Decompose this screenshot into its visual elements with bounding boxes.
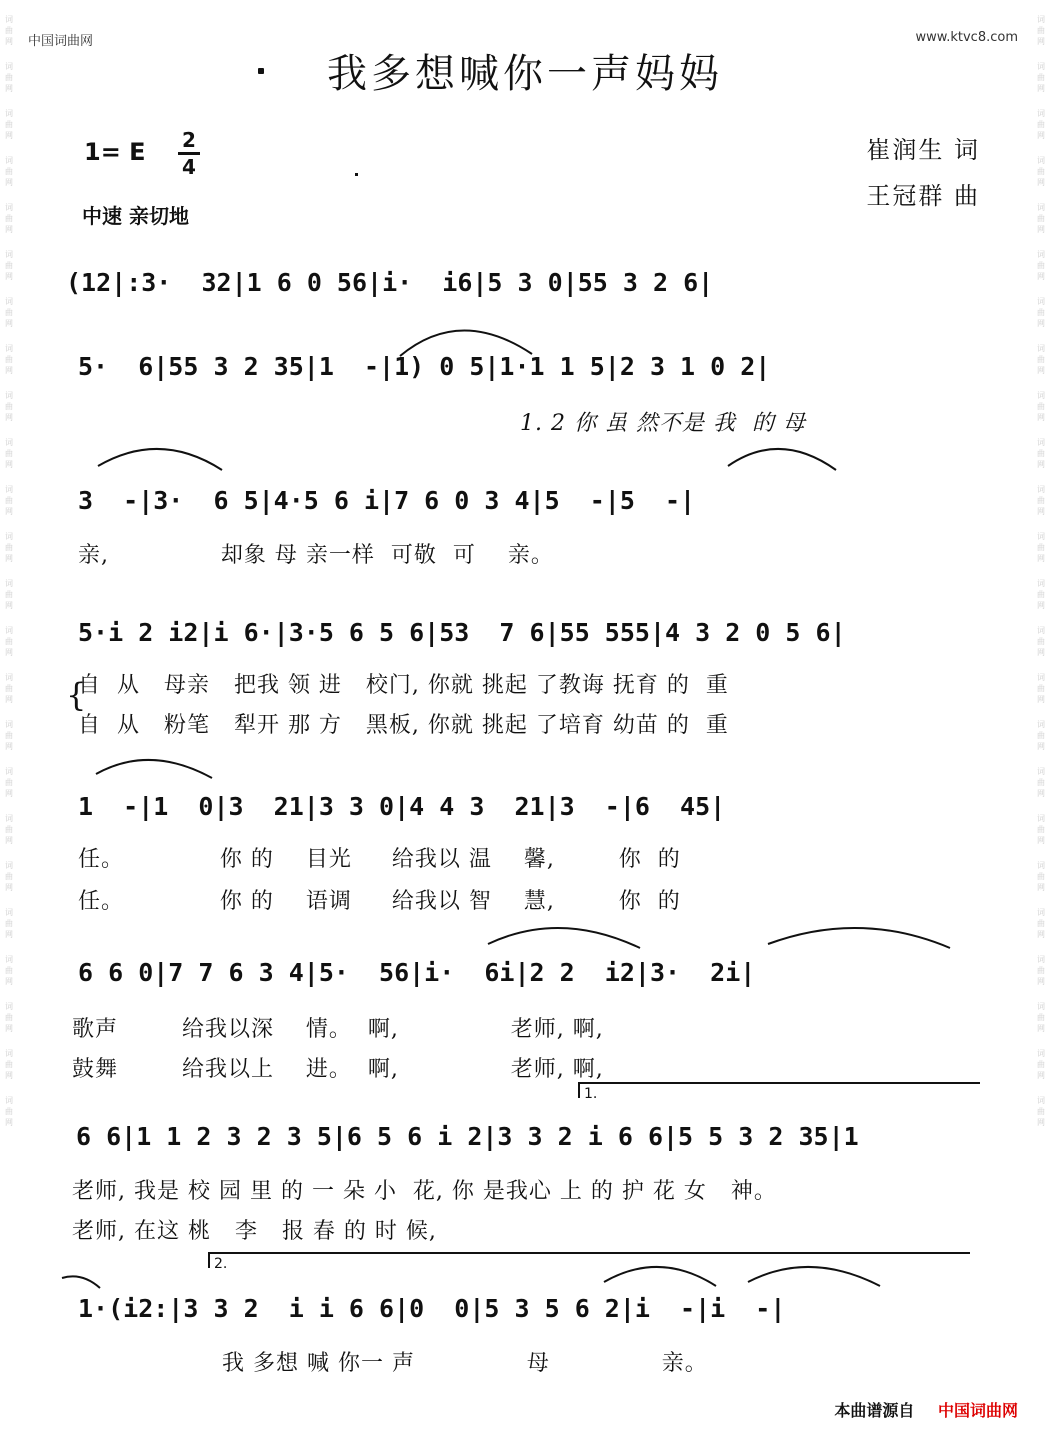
notation-line: 6 6|1 1 2 3 2 3 5|6 5 6 i 2|3 3 2 i 6 6|5 5 3 2 35|1: [76, 1122, 859, 1151]
notation-line: 5· 6|55 3 2 35|1 -|1) 0 5|1·1 1 5|2 3 1 0 2|: [78, 352, 771, 381]
right-watermark-strip: [1032, 0, 1050, 1447]
footer-source: [834, 1398, 1018, 1421]
second-ending-label: 2.: [214, 1256, 228, 1272]
lyric-line-verse-1: 歌声 给我以深 情。 啊, 老师, 啊,: [72, 1017, 604, 1042]
watermark-text: 词曲网: [5, 438, 13, 469]
watermark-text: 词曲网: [5, 955, 13, 986]
watermark-text: 词曲网: [1037, 861, 1045, 892]
verse-brace: {: [66, 676, 87, 714]
stray-dot: [355, 173, 358, 176]
watermark-text: 词曲网: [5, 626, 13, 657]
footer-source-site[interactable]: 中国词曲网: [937, 1401, 1018, 1420]
second-ending-bracket: [208, 1252, 970, 1272]
watermark-text: 词曲网: [1037, 485, 1045, 516]
left-watermark-strip: [0, 0, 18, 1447]
watermark-text: 词曲网: [1037, 955, 1045, 986]
watermark-text: 词曲网: [1037, 579, 1045, 610]
watermark-text: 词曲网: [5, 720, 13, 751]
watermark-text: 词曲网: [1037, 344, 1045, 375]
watermark-text: 词曲网: [1037, 203, 1045, 234]
watermark-text: 词曲网: [1037, 767, 1045, 798]
watermark-text: 词曲网: [1037, 720, 1045, 751]
watermark-text: 词曲网: [1037, 156, 1045, 187]
time-bottom: 4: [182, 155, 196, 179]
watermark-text: 词曲网: [1037, 814, 1045, 845]
notation-line: (12|:3· 32|1 6 0 56|i· i6|5 3 0|55 3 2 6|: [66, 268, 714, 297]
watermark-text: 词曲网: [1037, 391, 1045, 422]
notation-line: 6 6 0|7 7 6 3 4|5· 56|i· 6i|2 2 i2|3· 2i|: [78, 958, 756, 987]
watermark-text: 词曲网: [5, 814, 13, 845]
key-signature: 1= E: [84, 138, 146, 166]
watermark-text: 词曲网: [5, 1002, 13, 1033]
watermark-text: 词曲网: [5, 908, 13, 939]
composer-credit: 王冠群 曲: [866, 182, 980, 210]
watermark-text: 词曲网: [5, 673, 13, 704]
first-ending-label: 1.: [584, 1086, 598, 1102]
watermark-text: 词曲网: [1037, 532, 1045, 563]
watermark-text: 词曲网: [5, 767, 13, 798]
watermark-text: 词曲网: [1037, 1096, 1045, 1127]
watermark-text: 词曲网: [5, 1096, 13, 1127]
watermark-text: 词曲网: [5, 297, 13, 328]
watermark-text: 词曲网: [5, 62, 13, 93]
notation-line: 5·i 2 i2|i 6·|3·5 6 5 6|53 7 6|55 555|4 3 2 0 5 6|: [78, 618, 846, 647]
watermark-text: 词曲网: [5, 156, 13, 187]
watermark-text: 词曲网: [1037, 250, 1045, 281]
lyric-line-verse-2: 任。 你 的 语调 给我以 智 慧, 你 的: [78, 889, 681, 914]
lyric-line: 我 多想 喊 你一 声 母 亲。: [222, 1351, 708, 1376]
notation-line: 3 -|3· 6 5|4·5 6 i|7 6 0 3 4|5 -|5 -|: [78, 486, 696, 515]
first-ending-bracket: [578, 1082, 980, 1102]
watermark-text: 词曲网: [1037, 1049, 1045, 1080]
watermark-text: 词曲网: [1037, 438, 1045, 469]
watermark-text: 词曲网: [5, 109, 13, 140]
watermark-text: 词曲网: [5, 1049, 13, 1080]
time-top: 2: [182, 128, 196, 152]
time-signature: [176, 128, 202, 179]
watermark-text: 词曲网: [1037, 62, 1045, 93]
watermark-text: 词曲网: [5, 579, 13, 610]
site-label-left[interactable]: 中国词曲网: [28, 34, 94, 49]
notation-line: 1 -|1 0|3 21|3 3 0|4 4 3 21|3 -|6 45|: [78, 792, 726, 821]
footer-source-label: 本曲谱源自: [834, 1401, 915, 1420]
watermark-text: 词曲网: [5, 861, 13, 892]
lyric-line-verse-2: 老师, 在这 桃 李 报 春 的 时 候,: [72, 1219, 437, 1244]
watermark-text: 词曲网: [1037, 297, 1045, 328]
watermark-text: 词曲网: [1037, 908, 1045, 939]
site-url-right[interactable]: www.ktvc8.com: [915, 30, 1018, 45]
lyric-line-verse-1: 任。 你 的 目光 给我以 温 馨, 你 的: [78, 847, 681, 872]
lyricist-credit: 崔润生 词: [866, 136, 980, 164]
watermark-text: 词曲网: [5, 15, 13, 46]
watermark-text: 词曲网: [1037, 673, 1045, 704]
lyric-line-verse-2: 鼓舞 给我以上 进。 啊, 老师, 啊,: [72, 1057, 604, 1082]
lyric-line: 1. 2 你 虽 然不是 我 的 母: [520, 411, 806, 436]
watermark-text: 词曲网: [5, 485, 13, 516]
watermark-text: 词曲网: [1037, 15, 1045, 46]
watermark-text: 词曲网: [1037, 626, 1045, 657]
watermark-text: 词曲网: [5, 203, 13, 234]
song-title: 我多想喊你一声妈妈: [327, 51, 723, 97]
watermark-text: 词曲网: [5, 344, 13, 375]
watermark-text: 词曲网: [1037, 109, 1045, 140]
lyric-line-verse-1: 老师, 我是 校 园 里 的 一 朵 小 花, 你 是我心 上 的 护 花 女 神。: [72, 1179, 777, 1204]
watermark-text: 词曲网: [1037, 1002, 1045, 1033]
lyric-line: 亲, 却象 母 亲一样 可敬 可 亲。: [78, 543, 554, 568]
watermark-text: 词曲网: [5, 391, 13, 422]
watermark-text: 词曲网: [5, 250, 13, 281]
tempo-marking: 中速 亲切地: [82, 204, 189, 228]
lyric-line-verse-1: 自 从 母亲 把我 领 进 校门, 你就 挑起 了教诲 抚育 的 重: [78, 673, 729, 698]
watermark-text: 词曲网: [5, 532, 13, 563]
lyric-line-verse-2: 自 从 粉笔 犁开 那 方 黑板, 你就 挑起 了培育 幼苗 的 重: [78, 713, 729, 738]
notation-line: 1·(i2:|3 3 2 i i 6 6|0 0|5 3 5 6 2|i -|i -|: [78, 1294, 786, 1323]
